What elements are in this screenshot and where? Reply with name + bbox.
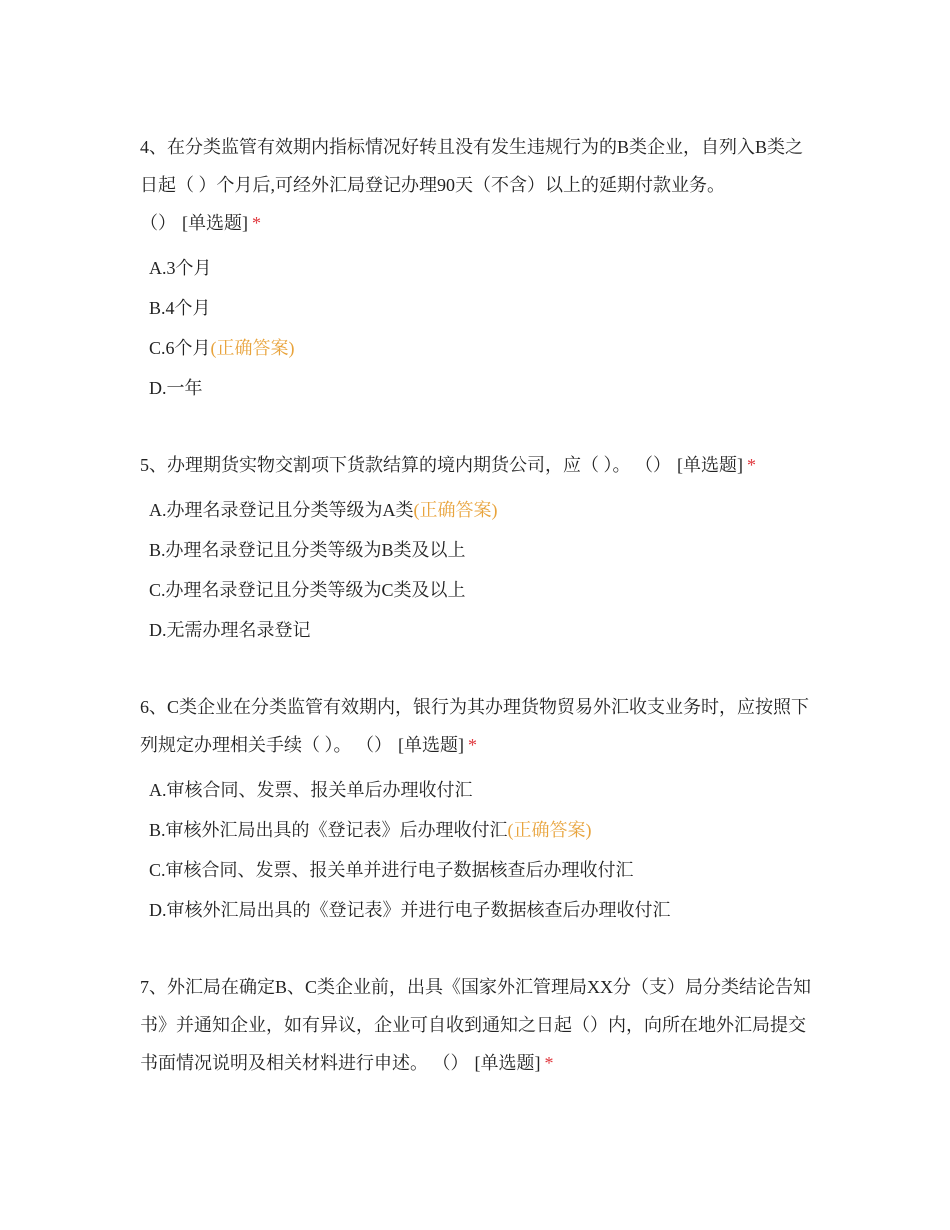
correct-answer-label: (正确答案) [210, 338, 295, 358]
question-tail [140, 213, 261, 233]
question-type-label: [单选题] [474, 1053, 541, 1073]
question-stem: 6、C类企业在分类监管有效期内，银行为其办理货物贸易外汇收支业务时，应按照下列规定办理相关手续（ ）。 [140, 697, 810, 755]
question-4-stem-block [140, 128, 820, 242]
answer-paren: （） [356, 735, 392, 755]
question-7 [140, 968, 820, 1082]
option-c: C.办理名录登记且分类等级为C类及以上 [149, 580, 466, 600]
question-7-stem-block [140, 968, 820, 1082]
question-4-options [140, 248, 820, 408]
answer-paren: （） [140, 213, 176, 233]
question-5-stem-block [140, 446, 820, 484]
question-5-options [140, 490, 820, 650]
correct-answer-label: (正确答案) [413, 500, 498, 520]
required-mark: * [468, 735, 477, 755]
option-d: D.无需办理名录登记 [149, 620, 311, 640]
option-a: A.3个月 [149, 258, 212, 278]
question-4 [140, 128, 820, 408]
question-6-options [140, 770, 820, 930]
required-mark: * [252, 213, 261, 233]
question-stem: 4、在分类监管有效期内指标情况好转且没有发生违规行为的B类企业，自列入B类之日起（ ）个月后,可经外汇局登记办理90天（不含）以上的延期付款业务。 [140, 137, 804, 195]
question-stem: 7、外汇局在确定B、C类企业前，出具《国家外汇管理局XX分（支）局分类结论告知书》并通知企业，如有异议，企业可自收到通知之日起（）内，向所在地外汇局提交书面情况说明及相关材料进行申述。 [140, 977, 812, 1073]
question-6 [140, 688, 820, 930]
option-c: C.审核合同、发票、报关单并进行电子数据核查后办理收付汇 [149, 860, 634, 880]
question-tail [635, 455, 756, 475]
answer-paren: （） [432, 1053, 469, 1073]
option-c: C.6个月(正确答案) [149, 338, 295, 358]
option-d: D.一年 [149, 378, 203, 398]
question-6-stem-block [140, 688, 820, 764]
question-tail [433, 1053, 554, 1073]
answer-paren: （） [635, 455, 671, 475]
question-5 [140, 446, 820, 650]
question-type-label: [单选题] [398, 735, 464, 755]
question-stem: 5、办理期货实物交割项下货款结算的境内期货公司，应（ ）。 [140, 455, 631, 475]
required-mark: * [544, 1053, 554, 1073]
question-tail [356, 735, 477, 755]
required-mark: * [747, 455, 756, 475]
question-type-label: [单选题] [182, 213, 248, 233]
option-b: B.4个月 [149, 298, 211, 318]
option-a: A.办理名录登记且分类等级为A类(正确答案) [149, 500, 498, 520]
option-d: D.审核外汇局出具的《登记表》并进行电子数据核查后办理收付汇 [149, 900, 671, 920]
correct-answer-label: (正确答案) [507, 820, 592, 840]
question-type-label: [单选题] [677, 455, 743, 475]
option-a: A.审核合同、发票、报关单后办理收付汇 [149, 780, 473, 800]
option-b: B.办理名录登记且分类等级为B类及以上 [149, 540, 466, 560]
option-b: B.审核外汇局出具的《登记表》后办理收付汇(正确答案) [149, 820, 592, 840]
